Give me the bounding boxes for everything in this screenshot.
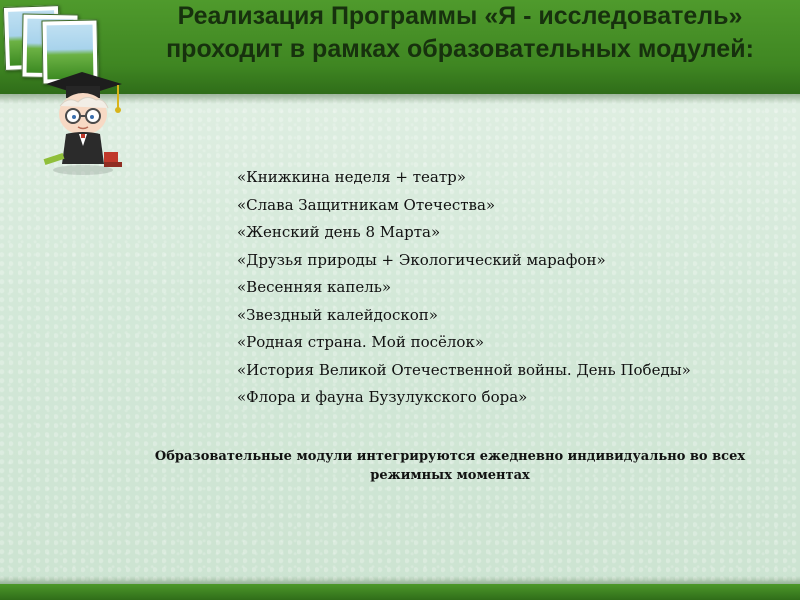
note-line-1: Образовательные модули интегрируются ежедневно индивидуально во всех bbox=[154, 449, 746, 464]
footer-shadow bbox=[0, 576, 800, 584]
footer-band bbox=[0, 584, 800, 600]
list-item: «Друзья природы + Экологический марафон» bbox=[237, 250, 606, 269]
list-item: «Весенняя капель» bbox=[237, 278, 392, 296]
title-line-2: проходит в рамках образовательных модулей: bbox=[166, 35, 754, 63]
slide-title bbox=[130, 0, 790, 66]
graduate-mascot-icon bbox=[38, 68, 130, 178]
list-item: «История Великой Отечественной войны. День Победы» bbox=[237, 360, 691, 379]
list-item: «Женский день 8 Марта» bbox=[237, 223, 441, 241]
module-list-container bbox=[237, 164, 777, 412]
title-line-1: Реализация Программы «Я - исследователь» bbox=[177, 2, 743, 30]
list-item: «Звездный калейдоскоп» bbox=[237, 305, 438, 324]
list-item: «Слава Защитникам Отечества» bbox=[237, 195, 496, 214]
module-list bbox=[237, 164, 777, 412]
list-item: «Книжкина неделя + театр» bbox=[237, 168, 466, 186]
integration-note bbox=[120, 447, 780, 485]
list-item: «Родная страна. Мой посёлок» bbox=[237, 333, 485, 351]
list-item: «Флора и фауна Бузулукского бора» bbox=[237, 388, 528, 406]
note-line-2: режимных моментах bbox=[370, 468, 530, 483]
